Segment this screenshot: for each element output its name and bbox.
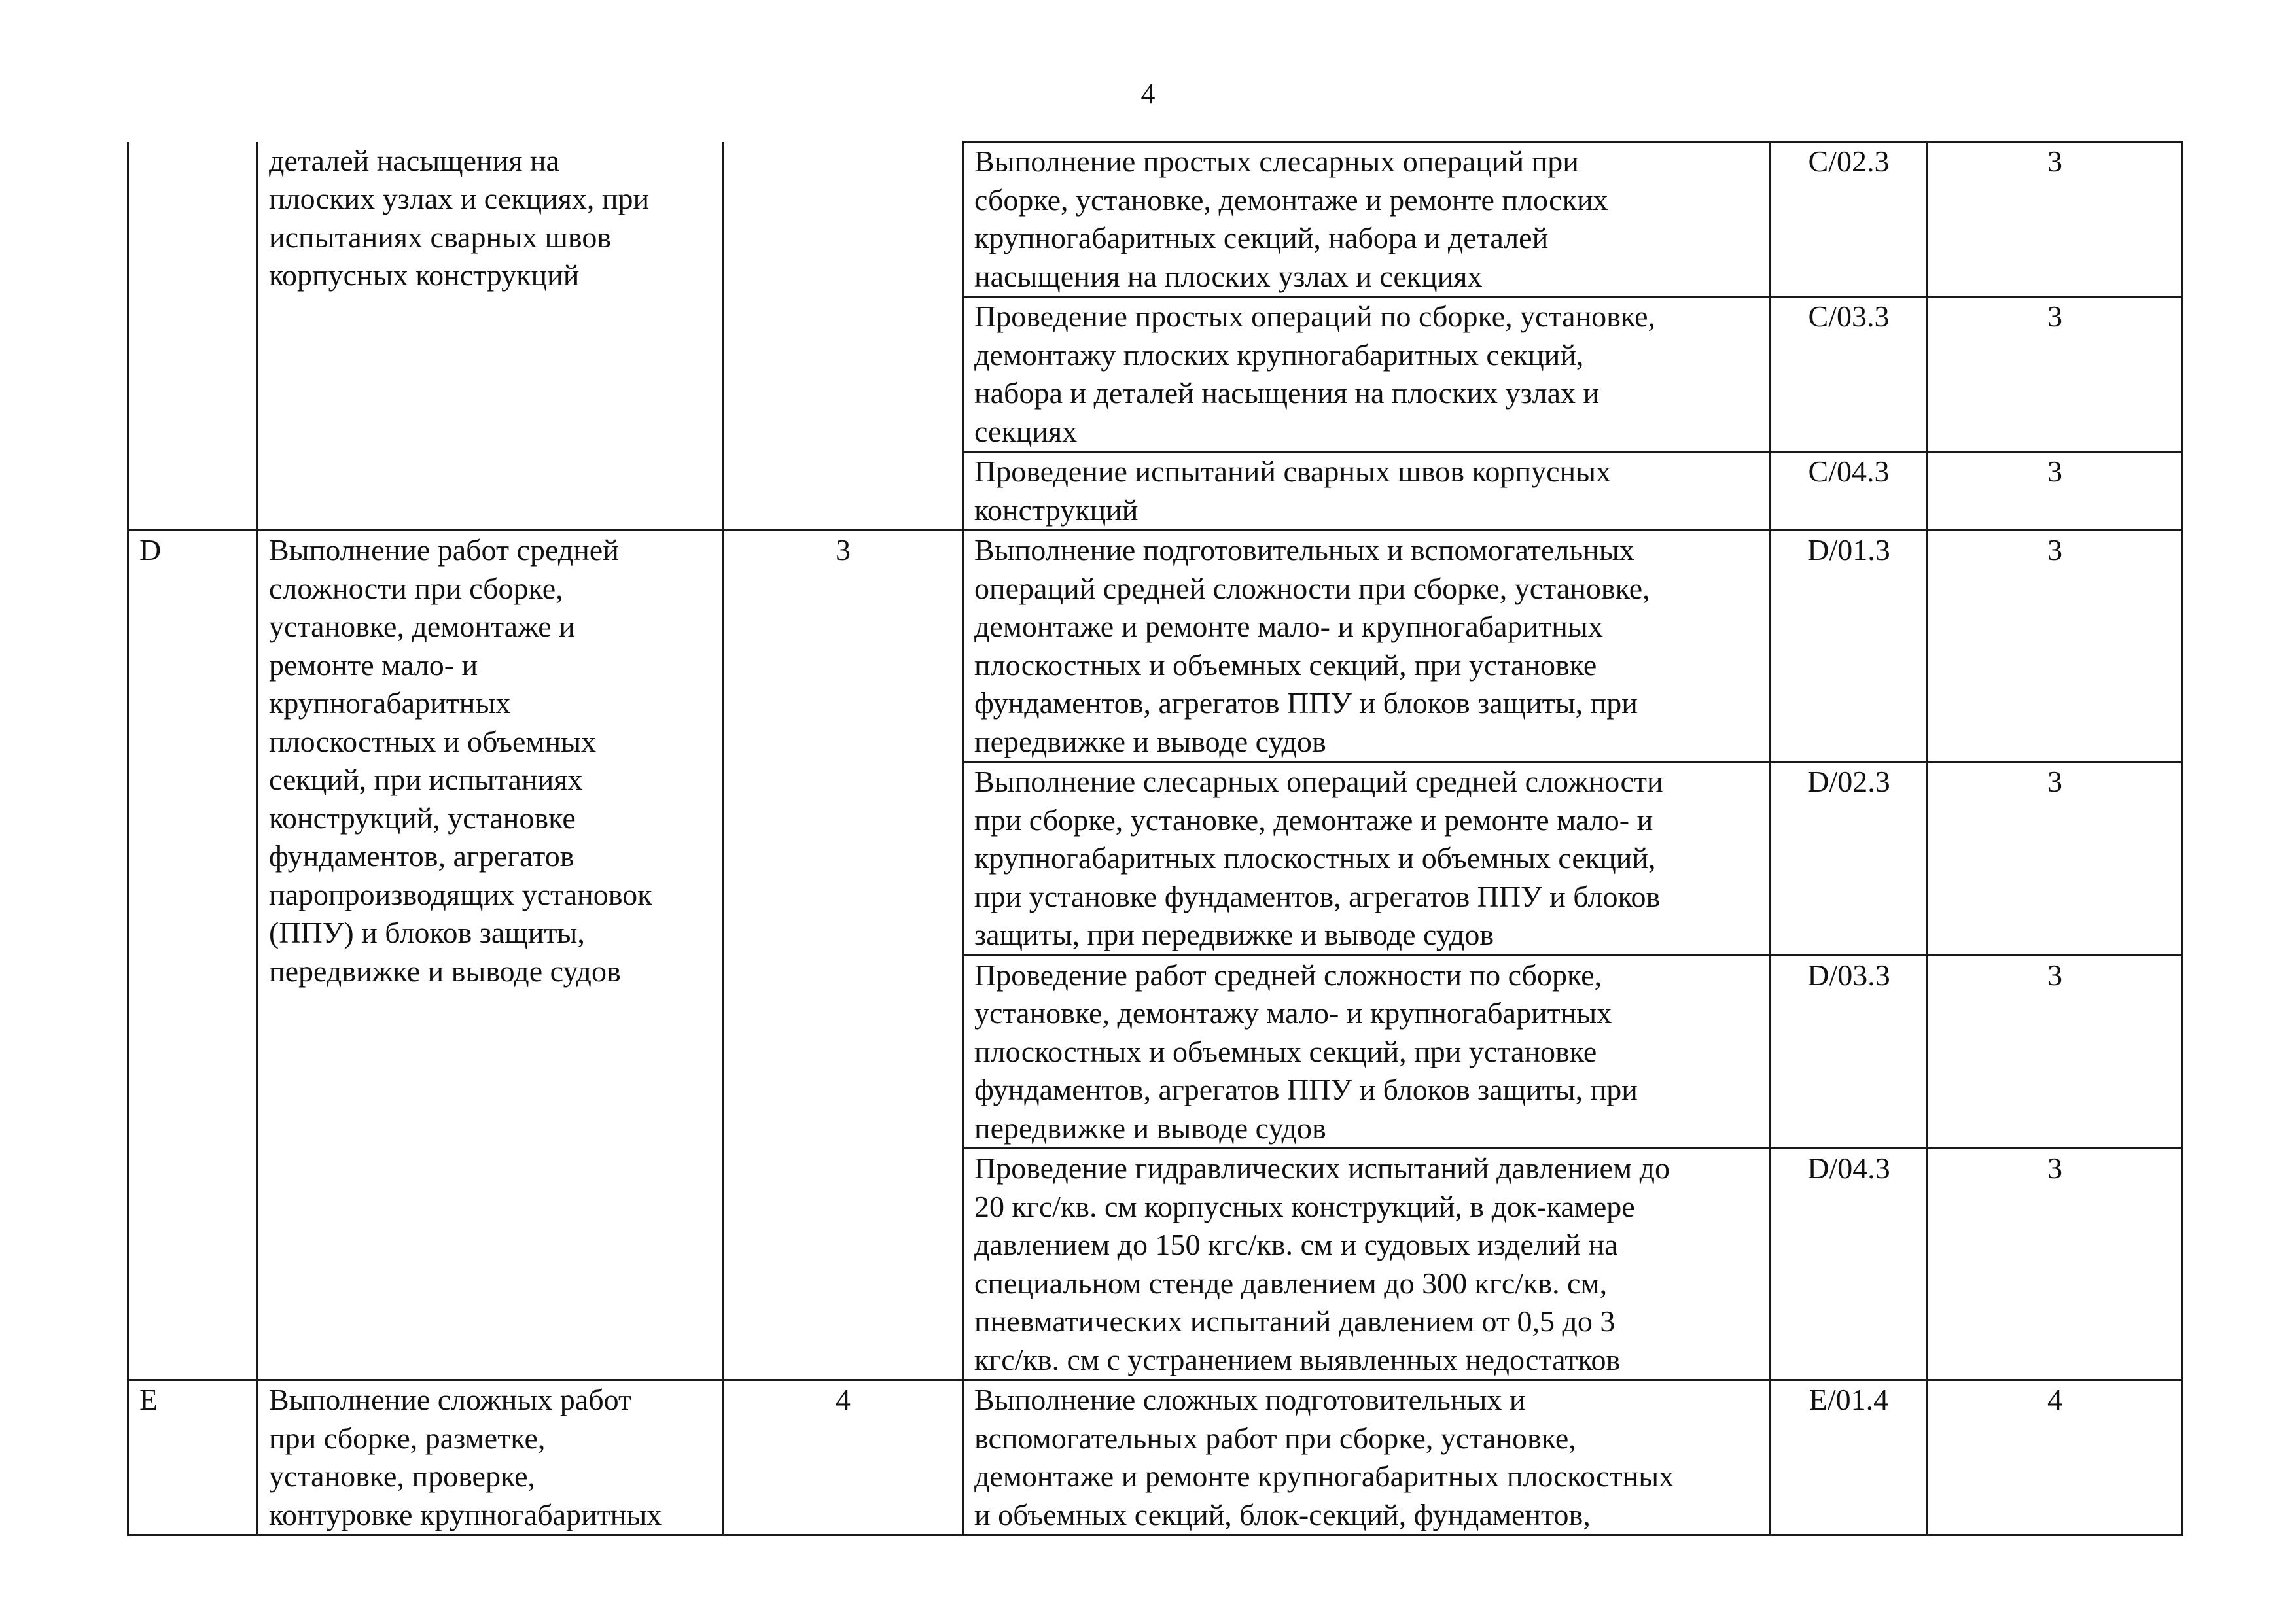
table-row bbox=[128, 142, 2183, 297]
labor-function-code: D/03.3 bbox=[1771, 955, 1928, 1149]
generalized-function-code: D bbox=[128, 531, 258, 1380]
labor-function-code: D/04.3 bbox=[1771, 1149, 1928, 1380]
labor-function-level: 3 bbox=[1928, 452, 2183, 531]
labor-function-code: C/03.3 bbox=[1771, 297, 1928, 452]
generalized-function-code: E bbox=[128, 1380, 258, 1535]
labor-function-name: Выполнение простых слесарных операций при сборке, установке, демонтаже и ремонте плоских крупногабаритных секций, набора и деталей насыщения на плоских узлах и секциях bbox=[963, 142, 1771, 297]
labor-function-code: D/02.3 bbox=[1771, 762, 1928, 956]
labor-function-name: Выполнение подготовительных и вспомогательных операций средней сложности при сборке, установке, демонтаже и ремонте мало- и крупногабаритных плоскостных и объемных секций, при установке фундаментов, агрегатов ППУ и блоков защиты, при передвижке и выводе судов bbox=[963, 531, 1771, 762]
labor-function-level: 3 bbox=[1928, 531, 2183, 762]
labor-function-name: Проведение гидравлических испытаний давлением до 20 кгс/кв. см корпусных конструкций, в док-камере давлением до 150 кгс/кв. см и судовых изделий на специальном стенде давлением до 300 кгс/кв. см, пневматических испытаний давлением от 0,5 до 3 кгс/кв. см с устранением выявленных недостатков bbox=[963, 1149, 1771, 1380]
generalized-function-name: Выполнение работ средней сложности при сборке, установке, демонтаже и ремонте мало- и крупногабаритных плоскостных и объемных секций, при испытаниях конструкций, установке фундаментов, агрегатов паропроизводящих установок (ППУ) и блоков защиты, передвижке и выводе судов bbox=[258, 531, 724, 1380]
table-row bbox=[128, 531, 2183, 762]
labor-function-name: Выполнение слесарных операций средней сложности при сборке, установке, демонтаже и ремонте мало- и крупногабаритных плоскостных и объемных секций, при установке фундаментов, агрегатов ППУ и блоков защиты, при передвижке и выводе судов bbox=[963, 762, 1771, 956]
page-number: 4 bbox=[1140, 78, 1156, 110]
labor-function-level: 3 bbox=[1928, 142, 2183, 297]
labor-function-name: Проведение простых операций по сборке, установке, демонтажу плоских крупногабаритных секций, набора и деталей насыщения на плоских узлах и секциях bbox=[963, 297, 1771, 452]
labor-function-level: 3 bbox=[1928, 762, 2183, 956]
qualification-table bbox=[127, 141, 2183, 1536]
labor-function-code: C/02.3 bbox=[1771, 142, 1928, 297]
labor-function-level: 3 bbox=[1928, 1149, 2183, 1380]
labor-function-name: Выполнение сложных подготовительных и вспомогательных работ при сборке, установке, демонтаже и ремонте крупногабаритных плоскостных и объемных секций, блок-секций, фундаментов, bbox=[963, 1380, 1771, 1535]
generalized-function-name: Выполнение сложных работ при сборке, разметке, установке, проверке, контуровке крупногабаритных bbox=[258, 1380, 724, 1535]
labor-function-name: Проведение испытаний сварных швов корпусных конструкций bbox=[963, 452, 1771, 531]
generalized-function-level bbox=[724, 142, 963, 531]
generalized-function-name: деталей насыщения на плоских узлах и секциях, при испытаниях сварных швов корпусных конструкций bbox=[258, 142, 724, 531]
labor-function-code: C/04.3 bbox=[1771, 452, 1928, 531]
generalized-function-code bbox=[128, 142, 258, 531]
generalized-function-level: 4 bbox=[724, 1380, 963, 1535]
generalized-function-level: 3 bbox=[724, 531, 963, 1380]
table-row bbox=[128, 1380, 2183, 1535]
labor-function-code: E/01.4 bbox=[1771, 1380, 1928, 1535]
labor-function-level: 4 bbox=[1928, 1380, 2183, 1535]
labor-function-level: 3 bbox=[1928, 297, 2183, 452]
labor-function-level: 3 bbox=[1928, 955, 2183, 1149]
labor-function-code: D/01.3 bbox=[1771, 531, 1928, 762]
labor-function-name: Проведение работ средней сложности по сборке, установке, демонтажу мало- и крупногабаритных плоскостных и объемных секций, при установке фундаментов, агрегатов ППУ и блоков защиты, при передвижке и выводе судов bbox=[963, 955, 1771, 1149]
